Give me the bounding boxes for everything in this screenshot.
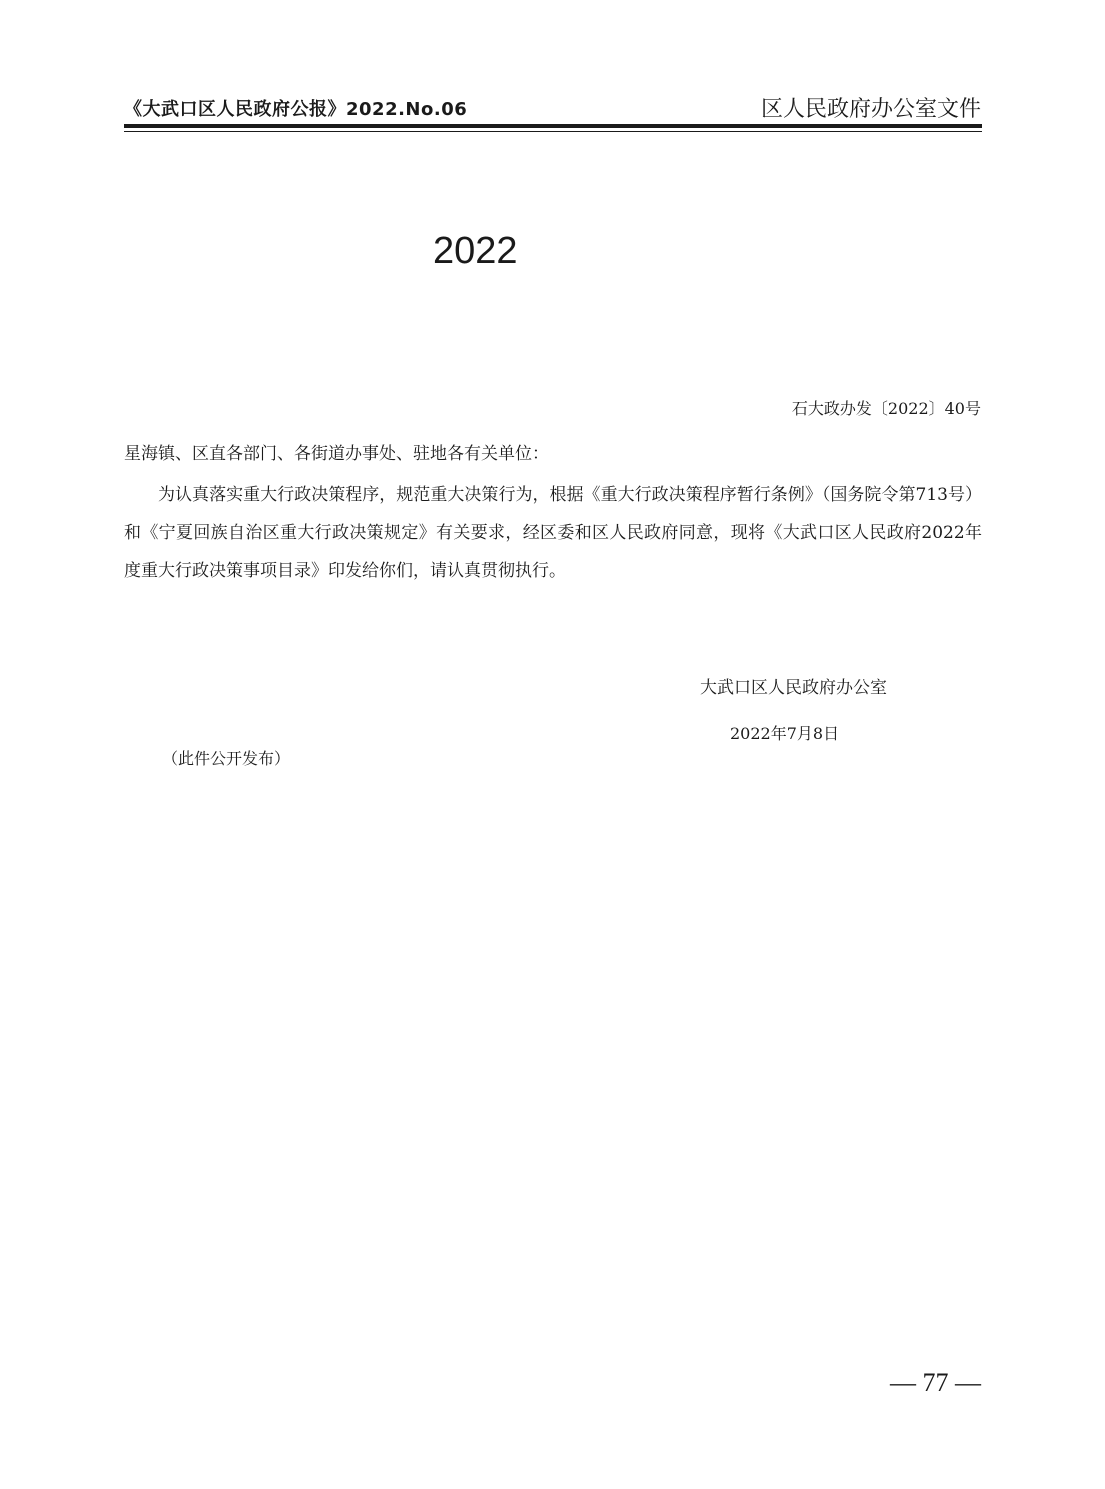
public-note: （此件公开发布） bbox=[162, 749, 291, 768]
document-number: 石大政办发〔2022〕40号 bbox=[791, 399, 981, 418]
section-header: 区人民政府办公室文件 bbox=[760, 97, 981, 122]
page-number: — 77 — bbox=[890, 1368, 981, 1397]
header-rule-thick bbox=[124, 124, 982, 128]
issue-date: 2022年7月8日 bbox=[730, 724, 840, 743]
header-rule-thin bbox=[124, 131, 982, 132]
document-title: 2022 bbox=[433, 230, 518, 272]
addressee: 星海镇、区直各部门、各街道办事处、驻地各有关单位： bbox=[124, 444, 549, 464]
journal-header: 《大武口区人民政府公报》2022.No.06 bbox=[124, 99, 468, 120]
signature: 大武口区人民政府办公室 bbox=[700, 678, 887, 698]
body-paragraph: 为认真落实重大行政决策程序，规范重大决策行为，根据《重大行政决策程序暂行条例》（国务院令第713号）和《宁夏回族自治区重大行政决策规定》有关要求，经区委和区人民政府同意，现将《大武口区人民政府2022年度重大行政决策事项目录》印发给你们，请认真贯彻执行。 bbox=[124, 485, 982, 581]
